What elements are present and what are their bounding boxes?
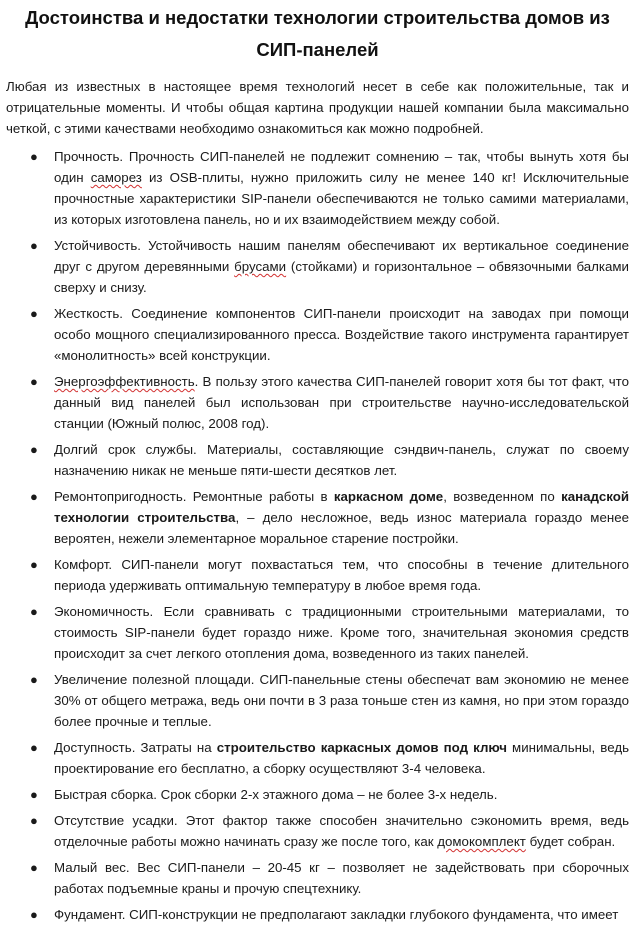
bullet-icon: ●: [30, 557, 38, 572]
spellcheck-word: домокомплект: [437, 834, 526, 849]
bullet-icon: ●: [30, 604, 38, 619]
bullet-icon: ●: [30, 907, 38, 922]
advantages-list: [0, 146, 635, 925]
list-item-affordability: ● Доступность. Затраты на строительство каркасных домов под ключ минимальны, ведь проектирование его бесплатно, а сборку осуществляют 3-4 человека.: [0, 737, 635, 779]
bullet-icon: ●: [30, 149, 38, 164]
list-item-economy: ● Экономичность. Если сравнивать с традиционными строительными материалами, то стоимость SIP-панели будет гораздо ниже. Кроме того, значительная экономия средств происходит за счет легкого отопления дома, возведенного из таких панелей.: [0, 601, 635, 664]
intro-paragraph: Любая из известных в настоящее время технологий несет в себе как положительные, так и отрицательные моменты. И чтобы общая картина продукции нашей компании была максимально четкой, с этими качествами необходимо ознакомиться как можно подробней.: [6, 79, 629, 136]
bullet-icon: ●: [30, 238, 38, 253]
list-item-stability: ● Устойчивость. Устойчивость нашим панелям обеспечивают их вертикальное соединение друг с другом деревянными брусами (стойками) и горизонтальное – обвязочными балками сверху и снизу.: [0, 235, 635, 298]
list-item-fast-assembly: ● Быстрая сборка. Срок сборки 2-х этажного дома – не более 3-х недель.: [0, 784, 635, 805]
spellcheck-word: Энергоэффективность: [54, 374, 195, 389]
list-item-maintainability: ● Ремонтопригодность. Ремонтные работы в каркасном доме, возведенном по канадской технологии строительства, – дело несложное, ведь износ материала гораздо менее вероятен, нежели элементарное моральное старение постройки.: [0, 486, 635, 549]
list-item-service-life: ● Долгий срок службы. Материалы, составляющие сэндвич-панель, служат по своему назначению никак не меньше пяти-шести десятков лет.: [0, 439, 635, 481]
bullet-icon: ●: [30, 374, 38, 389]
bullet-icon: ●: [30, 489, 38, 504]
bold-term: строительство каркасных домов под ключ: [216, 740, 507, 755]
bullet-icon: ●: [30, 306, 38, 321]
list-item-strength: ● Прочность. Прочность СИП-панелей не подлежит сомнению – так, чтобы вынуть хотя бы один саморез из OSB-плиты, нужно приложить силу не менее 140 кг! Исключительные прочностные характеристики SIP-панели обеспечиваются не только самими материалами, из которых изготовлена панель, но и их взаимодействием между собой.: [0, 146, 635, 230]
spellcheck-word: саморез: [90, 170, 142, 185]
list-item-light-weight: ● Малый вес. Вес СИП-панели – 20-45 кг – позволяет не задействовать при сборочных работах подъемные краны и прочую спецтехнику.: [0, 857, 635, 899]
bold-term: каркасном доме: [333, 489, 444, 504]
list-item-comfort: ● Комфорт. СИП-панели могут похвастаться тем, что способны в течение длительного периода удерживать оптимальную температуру в любое время года.: [0, 554, 635, 596]
spellcheck-word: брусами: [234, 259, 287, 274]
list-item-energy-efficiency: ● Энергоэффективность. В пользу этого качества СИП-панелей говорит хотя бы тот факт, что данный вид панелей был использован при строительстве научно-исследовательской станции (Южный полюс, 2008 год).: [0, 371, 635, 434]
list-item-no-shrinkage: ● Отсутствие усадки. Этот фактор также способен значительно сэкономить время, ведь отделочные работы можно начинать сразу же после того, как домокомплект будет собран.: [0, 810, 635, 852]
bullet-icon: ●: [30, 442, 38, 457]
bullet-icon: ●: [30, 860, 38, 875]
bullet-icon: ●: [30, 740, 38, 755]
document-title: Достоинства и недостатки технологии строительства домов из СИП-панелей: [25, 7, 610, 60]
bold-term: канадской технологии строительства: [54, 489, 629, 525]
bullet-icon: ●: [30, 813, 38, 828]
list-item-usable-area: ● Увеличение полезной площади. СИП-панельные стены обеспечат вам экономию не менее 30% от общего метража, ведь они почти в 3 раза тоньше стен из камня, но при этом гораздо более прочные и теплые.: [0, 669, 635, 732]
bullet-icon: ●: [30, 672, 38, 687]
bullet-icon: ●: [30, 787, 38, 802]
list-item-foundation: ● Фундамент. СИП-конструкции не предполагают закладки глубокого фундамента, что имеет: [0, 904, 635, 925]
list-item-rigidity: ● Жесткость. Соединение компонентов СИП-панели происходит на заводах при помощи особо мощного специализированного пресса. Воздействие такого инструмента гарантирует «монолитность» всей конструкции.: [0, 303, 635, 366]
